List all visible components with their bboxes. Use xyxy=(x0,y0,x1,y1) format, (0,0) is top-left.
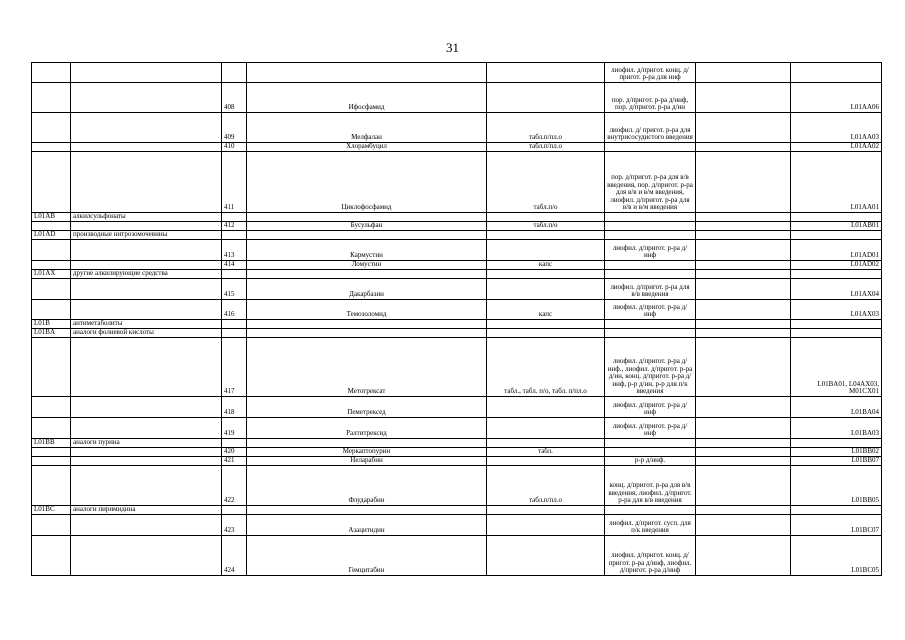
dosage-form-parenteral xyxy=(605,143,696,152)
atc-group-name xyxy=(71,261,222,270)
atc-code: L01BA03 xyxy=(791,418,882,439)
row-number: 409 xyxy=(222,113,247,143)
dosage-form-oral xyxy=(487,397,605,418)
atc-group-name xyxy=(71,222,222,231)
dosage-form-oral xyxy=(487,536,605,576)
atc-code xyxy=(791,63,882,83)
row-number xyxy=(222,329,247,338)
dosage-form-oral xyxy=(487,329,605,338)
table-row xyxy=(32,320,882,329)
dosage-form-oral: табл.п/пл.о xyxy=(487,113,605,143)
atc-group-name xyxy=(71,300,222,320)
drug-name xyxy=(247,231,487,240)
row-number: 417 xyxy=(222,338,247,397)
drug-name: Ралтитрексид xyxy=(247,418,487,439)
dosage-form-parenteral xyxy=(605,261,696,270)
empty-cell xyxy=(696,63,791,83)
empty-cell xyxy=(696,152,791,213)
atc-group-name xyxy=(71,536,222,576)
atc-group-name: аналоги фолиевой кислоты xyxy=(71,329,222,338)
atc-group-code xyxy=(32,466,71,506)
row-number: 423 xyxy=(222,515,247,536)
empty-cell xyxy=(696,143,791,152)
atc-code xyxy=(791,270,882,279)
dosage-form-parenteral xyxy=(605,506,696,515)
dosage-form-parenteral xyxy=(605,448,696,457)
drug-name: Бусульфан xyxy=(247,222,487,231)
atc-group-code xyxy=(32,152,71,213)
atc-code: L01AB01 xyxy=(791,222,882,231)
dosage-form-oral xyxy=(487,83,605,113)
table-row xyxy=(32,506,882,515)
atc-code: L01AA01 xyxy=(791,152,882,213)
atc-group-code xyxy=(32,261,71,270)
table-row xyxy=(32,63,882,83)
table-row xyxy=(32,113,882,143)
atc-code: L01BA01, L04AX03, M01CX01 xyxy=(791,338,882,397)
dosage-form-parenteral: конц. д/пригот. р-ра для в/в введения, лиофил. д/пригот. р-ра для в/в введения xyxy=(605,466,696,506)
atc-group-code: L01BB xyxy=(32,439,71,448)
drug-name xyxy=(247,439,487,448)
dosage-form-parenteral: лиофил. д/пригот. конц. д/пригот. р-ра д/инф, лиофил. д/пригот. р-ра д/инф xyxy=(605,536,696,576)
dosage-form-parenteral xyxy=(605,439,696,448)
table-row xyxy=(32,536,882,576)
table-row xyxy=(32,448,882,457)
drug-name: Дакарбазин xyxy=(247,279,487,300)
atc-group-name xyxy=(71,397,222,418)
empty-cell xyxy=(696,240,791,261)
atc-group-code xyxy=(32,457,71,466)
drug-name: Темозоломид xyxy=(247,300,487,320)
dosage-form-oral: капс xyxy=(487,300,605,320)
dosage-form-parenteral: пор. д/пригот. р-ра для в/в введения, пор. д/пригот. р-ра для в/в и в/м введения, лиофил. д/пригот. р-ра для в/в и в/м введения xyxy=(605,152,696,213)
dosage-form-parenteral: р-р д/инф. xyxy=(605,457,696,466)
atc-group-code xyxy=(32,222,71,231)
atc-group-name xyxy=(71,240,222,261)
dosage-form-parenteral: лиофил. д/пригот. р-ра д/инф., лиофил. д/пригот. р-ра д/ин, конц. д/пригот. р-ра д/инф, р-р д/ин, р-р для п/к введения xyxy=(605,338,696,397)
row-number: 419 xyxy=(222,418,247,439)
table-row xyxy=(32,300,882,320)
atc-code xyxy=(791,439,882,448)
table-row xyxy=(32,338,882,397)
drug-name: Кармустин xyxy=(247,240,487,261)
dosage-form-parenteral: лиофил. д/пригот. сусп. для п/к введения xyxy=(605,515,696,536)
atc-group-code: L01B xyxy=(32,320,71,329)
dosage-form-oral xyxy=(487,418,605,439)
dosage-form-oral: табл.п/о xyxy=(487,222,605,231)
atc-code xyxy=(791,231,882,240)
drug-name xyxy=(247,320,487,329)
atc-group-code xyxy=(32,338,71,397)
row-number: 416 xyxy=(222,300,247,320)
empty-cell xyxy=(696,270,791,279)
drug-name xyxy=(247,63,487,83)
row-number: 424 xyxy=(222,536,247,576)
empty-cell xyxy=(696,338,791,397)
dosage-form-oral: капс xyxy=(487,261,605,270)
row-number xyxy=(222,439,247,448)
dosage-form-parenteral: лиофил. д/пригот. р-ра д/инф xyxy=(605,300,696,320)
atc-group-name xyxy=(71,152,222,213)
table-row xyxy=(32,515,882,536)
drug-name xyxy=(247,506,487,515)
empty-cell xyxy=(696,231,791,240)
empty-cell xyxy=(696,83,791,113)
table-row xyxy=(32,261,882,270)
dosage-form-parenteral: лиофил. д/пригот. конц. д/пригот. р-ра для инф xyxy=(605,63,696,83)
dosage-form-oral: табл.п/пл.о xyxy=(487,143,605,152)
atc-code: L01AX03 xyxy=(791,300,882,320)
atc-group-code: L01AX xyxy=(32,270,71,279)
empty-cell xyxy=(696,418,791,439)
atc-group-code xyxy=(32,279,71,300)
atc-group-code xyxy=(32,300,71,320)
table-row xyxy=(32,270,882,279)
dosage-form-parenteral: лиофил. д/пригот. р-ра д/инф xyxy=(605,418,696,439)
drug-name: Мелфалан xyxy=(247,113,487,143)
atc-code: L01AD01 xyxy=(791,240,882,261)
table-row xyxy=(32,418,882,439)
dosage-form-parenteral: пор. д/пригот. р-ра д/инф, пор. д/пригот. р-ра д/ин xyxy=(605,83,696,113)
atc-group-name: аналоги пиримидина xyxy=(71,506,222,515)
empty-cell xyxy=(696,213,791,222)
drug-name: Неларабин xyxy=(247,457,487,466)
dosage-form-parenteral xyxy=(605,222,696,231)
drug-name: Ифосфамид xyxy=(247,83,487,113)
dosage-form-parenteral: лиофил. д/пригот. р-ра для в/в введения xyxy=(605,279,696,300)
atc-group-name: антиметаболиты xyxy=(71,320,222,329)
dosage-form-oral: табл. xyxy=(487,448,605,457)
atc-code xyxy=(791,506,882,515)
drug-name xyxy=(247,270,487,279)
atc-group-name xyxy=(71,143,222,152)
dosage-form-parenteral xyxy=(605,213,696,222)
table-row xyxy=(32,240,882,261)
dosage-form-oral xyxy=(487,457,605,466)
drug-name xyxy=(247,329,487,338)
drug-name: Флударабин xyxy=(247,466,487,506)
table-row xyxy=(32,329,882,338)
atc-code: L01AD02 xyxy=(791,261,882,270)
atc-group-code xyxy=(32,63,71,83)
row-number: 421 xyxy=(222,457,247,466)
empty-cell xyxy=(696,113,791,143)
dosage-form-oral xyxy=(487,213,605,222)
row-number xyxy=(222,231,247,240)
atc-code: L01AX04 xyxy=(791,279,882,300)
dosage-form-oral xyxy=(487,279,605,300)
table-row xyxy=(32,279,882,300)
atc-code: L01BB07 xyxy=(791,457,882,466)
atc-code: L01BC05 xyxy=(791,536,882,576)
dosage-form-oral xyxy=(487,506,605,515)
atc-group-code xyxy=(32,418,71,439)
atc-group-name: производные нитрозомочевины xyxy=(71,231,222,240)
dosage-form-oral xyxy=(487,320,605,329)
table-row xyxy=(32,143,882,152)
dosage-form-oral xyxy=(487,439,605,448)
empty-cell xyxy=(696,457,791,466)
row-number: 415 xyxy=(222,279,247,300)
dosage-form-oral xyxy=(487,240,605,261)
atc-group-code: L01BC xyxy=(32,506,71,515)
dosage-form-oral xyxy=(487,63,605,83)
empty-cell xyxy=(696,320,791,329)
atc-group-name xyxy=(71,515,222,536)
atc-code: L01BB02 xyxy=(791,448,882,457)
row-number: 411 xyxy=(222,152,247,213)
atc-group-code xyxy=(32,448,71,457)
table-row xyxy=(32,397,882,418)
atc-group-code xyxy=(32,240,71,261)
atc-code: L01BA04 xyxy=(791,397,882,418)
drug-name: Азацитидин xyxy=(247,515,487,536)
row-number: 420 xyxy=(222,448,247,457)
table-row xyxy=(32,231,882,240)
atc-group-name: алкилсульфонаты xyxy=(71,213,222,222)
atc-group-name xyxy=(71,279,222,300)
dosage-form-parenteral xyxy=(605,329,696,338)
dosage-form-oral xyxy=(487,515,605,536)
row-number xyxy=(222,213,247,222)
empty-cell xyxy=(696,329,791,338)
dosage-form-parenteral xyxy=(605,231,696,240)
atc-group-name xyxy=(71,83,222,113)
row-number: 418 xyxy=(222,397,247,418)
drug-name: Пеметрексед xyxy=(247,397,487,418)
atc-code: L01AA06 xyxy=(791,83,882,113)
atc-group-code xyxy=(32,83,71,113)
row-number xyxy=(222,270,247,279)
atc-group-code xyxy=(32,397,71,418)
atc-group-name xyxy=(71,113,222,143)
atc-group-code: L01BA xyxy=(32,329,71,338)
atc-group-name xyxy=(71,63,222,83)
atc-code: L01BC07 xyxy=(791,515,882,536)
empty-cell xyxy=(696,536,791,576)
atc-group-code: L01AB xyxy=(32,213,71,222)
atc-group-name xyxy=(71,448,222,457)
atc-group-code: L01AD xyxy=(32,231,71,240)
empty-cell xyxy=(696,300,791,320)
table-row xyxy=(32,457,882,466)
table-row xyxy=(32,439,882,448)
atc-group-name xyxy=(71,418,222,439)
atc-group-name xyxy=(71,466,222,506)
dosage-form-oral: табл., табл. п/о, табл. п/пл.о xyxy=(487,338,605,397)
dosage-form-parenteral xyxy=(605,270,696,279)
drug-name xyxy=(247,213,487,222)
dosage-form-oral xyxy=(487,270,605,279)
atc-code: L01AA02 xyxy=(791,143,882,152)
dosage-form-oral: табл.п/о xyxy=(487,152,605,213)
row-number: 422 xyxy=(222,466,247,506)
row-number xyxy=(222,320,247,329)
atc-code: L01BB05 xyxy=(791,466,882,506)
empty-cell xyxy=(696,279,791,300)
atc-group-name xyxy=(71,338,222,397)
empty-cell xyxy=(696,448,791,457)
atc-group-code xyxy=(32,143,71,152)
empty-cell xyxy=(696,466,791,506)
page-number: 31 xyxy=(446,40,459,55)
table-row xyxy=(32,466,882,506)
row-number: 408 xyxy=(222,83,247,113)
table-row xyxy=(32,83,882,113)
atc-group-code xyxy=(32,536,71,576)
empty-cell xyxy=(696,397,791,418)
drug-name: Меркаптопурин xyxy=(247,448,487,457)
atc-code xyxy=(791,329,882,338)
dosage-form-parenteral: лиофил. д/пригот. р-ра д/инф xyxy=(605,240,696,261)
row-number xyxy=(222,506,247,515)
atc-code xyxy=(791,320,882,329)
row-number: 414 xyxy=(222,261,247,270)
empty-cell xyxy=(696,261,791,270)
empty-cell xyxy=(696,506,791,515)
dosage-form-parenteral: лиофил. д/ пригот. р-ра для внутрисосудистого введения xyxy=(605,113,696,143)
row-number: 410 xyxy=(222,143,247,152)
drug-name: Хлорамбуцил xyxy=(247,143,487,152)
drug-name: Гемцитабин xyxy=(247,536,487,576)
atc-code xyxy=(791,213,882,222)
row-number xyxy=(222,63,247,83)
table-row xyxy=(32,222,882,231)
atc-group-code xyxy=(32,515,71,536)
drug-list-table xyxy=(31,62,882,576)
table-row xyxy=(32,213,882,222)
dosage-form-parenteral xyxy=(605,320,696,329)
atc-group-code xyxy=(32,113,71,143)
atc-group-name: другие алкилирующие средства xyxy=(71,270,222,279)
empty-cell xyxy=(696,222,791,231)
empty-cell xyxy=(696,515,791,536)
table-body xyxy=(32,63,882,576)
atc-group-name: аналоги пурина xyxy=(71,439,222,448)
row-number: 413 xyxy=(222,240,247,261)
empty-cell xyxy=(696,439,791,448)
dosage-form-oral: табл.п/пл.о xyxy=(487,466,605,506)
dosage-form-oral xyxy=(487,231,605,240)
row-number: 412 xyxy=(222,222,247,231)
drug-name: Метотрексат xyxy=(247,338,487,397)
dosage-form-parenteral: лиофил. д/пригот. р-ра д/инф xyxy=(605,397,696,418)
table-row xyxy=(32,152,882,213)
atc-group-name xyxy=(71,457,222,466)
drug-name: Ломустин xyxy=(247,261,487,270)
drug-name: Циклофосфамид xyxy=(247,152,487,213)
atc-code: L01AA03 xyxy=(791,113,882,143)
